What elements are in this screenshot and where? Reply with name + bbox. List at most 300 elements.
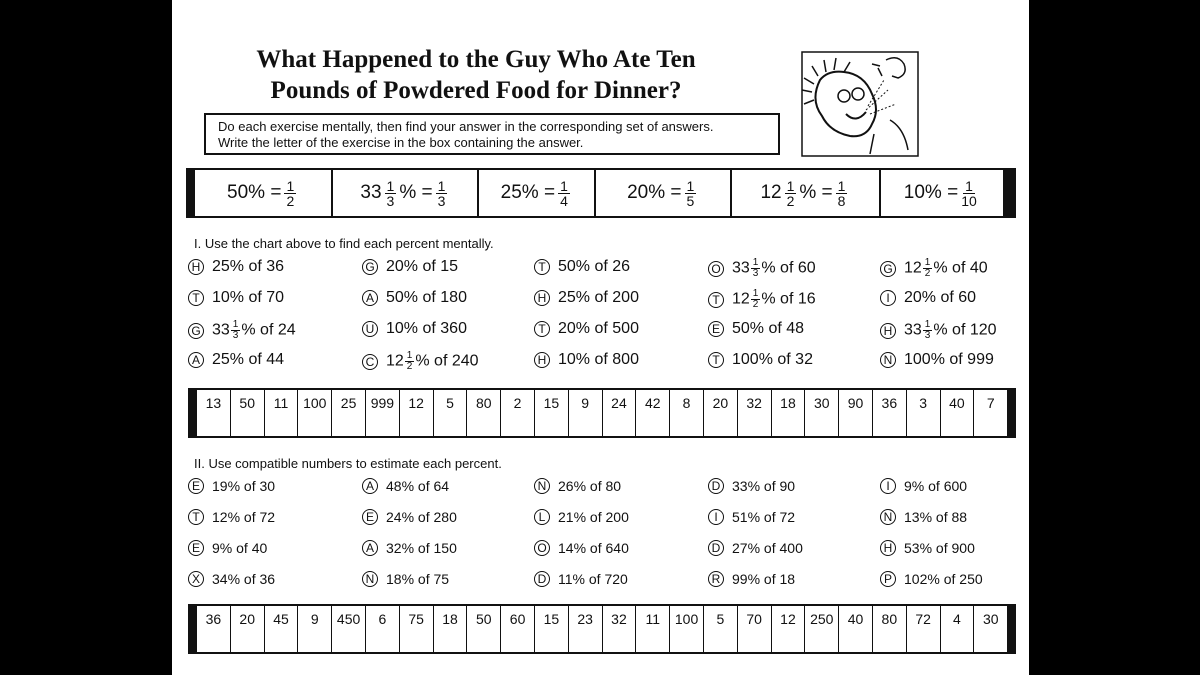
worksheet-page: [172, 0, 1029, 675]
exercise-letter-circle: H: [188, 259, 204, 275]
base-value: 200: [612, 289, 639, 306]
fraction-denominator: 5: [686, 192, 695, 209]
of-word: of: [414, 571, 434, 587]
answer-box: 36: [873, 390, 907, 436]
of-word: of: [418, 320, 441, 337]
fraction-numerator: 1: [437, 177, 446, 194]
fraction-denominator: 3: [924, 330, 931, 341]
percent-sign: %: [403, 258, 419, 275]
exercise-letter-circle: X: [188, 571, 204, 587]
fraction-numerator: 1: [786, 177, 795, 194]
exercise-letter-circle: A: [362, 478, 378, 494]
of-word: of: [418, 289, 441, 306]
percent-sign: %: [227, 478, 241, 494]
instructions-box: [204, 113, 780, 155]
fraction: [385, 179, 397, 208]
percent-value: 100: [904, 351, 931, 368]
base-value: 80: [605, 478, 622, 494]
base-value: 48: [786, 320, 805, 337]
base-value: 500: [612, 320, 639, 337]
exercise-text: [558, 509, 629, 525]
percent-value: 53: [904, 540, 920, 556]
percent-value: 20: [386, 258, 404, 275]
exercise-letter-circle: G: [880, 261, 896, 277]
base-value: 15: [440, 258, 459, 275]
of-word: of: [590, 289, 613, 306]
base-value: 36: [266, 258, 285, 275]
of-word: of: [760, 540, 780, 556]
exercise-letter-circle: N: [534, 478, 550, 494]
equivalence-cell: [479, 170, 596, 216]
base-value: 16: [797, 290, 816, 308]
of-word: of: [760, 571, 780, 587]
exercise-letter-circle: E: [188, 540, 204, 556]
exercise-letter-circle: L: [534, 509, 550, 525]
cartoon-illustration: [800, 50, 920, 158]
fraction-numerator: 1: [386, 177, 395, 194]
of-word: of: [590, 258, 613, 275]
of-word: of: [944, 351, 968, 368]
answer-box: 36: [197, 606, 231, 652]
answer-box: 80: [467, 390, 501, 436]
of-word: of: [939, 571, 960, 587]
percent-sign: %: [415, 352, 430, 370]
of-word: of: [775, 290, 798, 308]
exercise-item: [534, 351, 639, 369]
exercise-text: [732, 351, 813, 369]
percent-value: 20: [904, 289, 922, 306]
fraction: [785, 179, 797, 208]
answer-box: 11: [636, 606, 670, 652]
percent-sign: %: [747, 540, 761, 556]
exercise-text: [558, 478, 621, 494]
exercise-item: [534, 258, 630, 276]
of-word: of: [240, 571, 260, 587]
percent-sign: %: [761, 259, 776, 277]
base-value: 240: [451, 352, 479, 370]
answer-box: 72: [907, 606, 941, 652]
exercise-text: [212, 478, 275, 494]
answer-box: 15: [535, 606, 569, 652]
percent-sign: %: [229, 351, 245, 368]
exercise-item: [362, 509, 457, 525]
percent-sign: %: [575, 351, 591, 368]
percent-sign: %: [758, 351, 773, 368]
fraction-denominator: 3: [752, 268, 759, 279]
exercise-letter-circle: D: [534, 571, 550, 587]
exercise-letter-circle: A: [362, 540, 378, 556]
answer-box: 9: [569, 390, 603, 436]
percent-sign: %: [927, 571, 940, 587]
percent-value: 33: [732, 259, 750, 277]
percent-value: 51: [732, 509, 748, 525]
equivalence-cell: [195, 170, 333, 216]
answer-box: 4: [941, 606, 975, 652]
fraction-numerator: 1: [752, 288, 759, 299]
instructions-line-2: Write the letter of the exercise in the box containing the answer.: [218, 135, 584, 150]
fraction-numerator: 1: [686, 177, 695, 194]
of-word: of: [418, 258, 441, 275]
exercise-item: [708, 478, 795, 494]
exercise-text: [212, 540, 267, 556]
percent-value: 12: [732, 290, 750, 308]
section-2-heading: II. Use compatible numbers to estimate each percent.: [194, 456, 502, 471]
exercise-item: [534, 320, 639, 338]
exercise-text: [732, 540, 803, 556]
percent-sign: %: [919, 509, 933, 525]
fraction: [923, 320, 933, 341]
percent-sign: %: [747, 478, 761, 494]
answer-box: 2: [501, 390, 535, 436]
fraction-numerator: 1: [286, 177, 295, 194]
exercise-item: [362, 571, 449, 587]
base-value: 32: [795, 351, 813, 368]
fraction-numerator: 1: [837, 177, 846, 194]
percent-value: 100: [732, 351, 759, 368]
of-word: of: [947, 259, 970, 277]
of-word: of: [590, 351, 613, 368]
percent-sign: %: [403, 320, 419, 337]
base-value: 200: [605, 509, 629, 525]
equals-sign: =: [265, 182, 282, 203]
percent-value: 20: [558, 320, 576, 337]
exercise-item: [880, 351, 994, 369]
equals-sign: =: [538, 182, 556, 203]
percent-value: 50: [386, 289, 404, 306]
percent-whole: 33: [360, 182, 382, 203]
exercise-text: [732, 289, 816, 310]
of-word: of: [947, 321, 970, 339]
fraction-numerator: 1: [560, 177, 568, 194]
base-value: 24: [277, 321, 296, 339]
fraction-denominator: 3: [437, 192, 446, 209]
base-value: 40: [969, 259, 988, 277]
answer-box: 50: [231, 390, 265, 436]
base-value: 30: [259, 478, 276, 494]
fraction-denominator: 2: [406, 361, 413, 372]
fraction-numerator: 1: [924, 319, 931, 330]
equivalence-cell: [333, 170, 479, 216]
fraction-numerator: 1: [965, 177, 973, 194]
exercise-letter-circle: P: [880, 571, 896, 587]
exercise-item: [188, 320, 296, 341]
equivalence-cell: [732, 170, 880, 216]
exercise-text: [386, 478, 449, 494]
percent-sign: %: [921, 289, 937, 306]
of-word: of: [232, 540, 252, 556]
percent-value: 9: [904, 478, 912, 494]
exercise-text: [558, 351, 639, 369]
exercise-text: [904, 258, 988, 279]
base-value: 60: [958, 289, 977, 306]
instructions-line-1: Do each exercise mentally, then find your answer in the corresponding set of answers.: [218, 119, 714, 134]
percent-value: 13: [904, 509, 920, 525]
exercise-item: [708, 540, 803, 556]
percent-sign: %: [399, 182, 417, 203]
exercise-text: [386, 571, 449, 587]
percent-value: 14: [558, 540, 574, 556]
fraction-denominator: 2: [924, 268, 931, 279]
exercise-item: [880, 540, 975, 556]
answer-box: 20: [704, 390, 738, 436]
percent-value: 19: [212, 478, 228, 494]
exercise-text: [904, 509, 967, 525]
exercise-letter-circle: E: [708, 321, 724, 337]
exercise-item: [362, 320, 467, 338]
percent-value: 25: [558, 289, 576, 306]
exercise-letter-circle: O: [708, 261, 724, 277]
exercise-letter-circle: H: [534, 352, 550, 368]
exercise-item: [708, 320, 804, 338]
percent-sign: %: [924, 182, 942, 203]
percent-value: 50: [732, 320, 750, 337]
percent-fraction-chart: [186, 168, 1016, 218]
answer-box: 32: [603, 606, 637, 652]
base-value: 72: [259, 509, 276, 525]
exercise-item: [880, 289, 976, 307]
answer-box: 23: [569, 606, 603, 652]
equals-sign: =: [941, 182, 959, 203]
base-value: 720: [604, 571, 628, 587]
exercise-item: [188, 478, 275, 494]
of-word: of: [586, 509, 606, 525]
fraction-denominator: 2: [786, 192, 795, 209]
answer-box: 30: [805, 390, 839, 436]
of-word: of: [244, 258, 267, 275]
answer-box: 999: [366, 390, 400, 436]
percent-value: 27: [732, 540, 748, 556]
of-word: of: [772, 351, 796, 368]
percent-sign: %: [241, 321, 256, 339]
percent-value: 99: [732, 571, 748, 587]
answer-box: 15: [535, 390, 569, 436]
fraction: [836, 179, 848, 208]
exercise-text: [212, 509, 275, 525]
exercise-letter-circle: I: [708, 509, 724, 525]
percent-whole: 12: [760, 182, 782, 203]
exercise-text: [558, 571, 628, 587]
percent-sign: %: [573, 509, 587, 525]
exercise-letter-circle: H: [880, 323, 896, 339]
exercise-item: [534, 509, 629, 525]
equals-sign: =: [665, 182, 682, 203]
percent-sign: %: [761, 290, 776, 308]
fraction: [284, 179, 296, 208]
answer-box: 5: [434, 390, 468, 436]
answer-box: 24: [603, 390, 637, 436]
base-value: 280: [433, 509, 457, 525]
percent-value: 12: [386, 352, 404, 370]
percent-sign: %: [749, 320, 765, 337]
exercise-item: [708, 509, 795, 525]
of-word: of: [255, 321, 278, 339]
answer-box: 42: [636, 390, 670, 436]
base-value: 180: [440, 289, 467, 306]
exercise-letter-circle: A: [362, 290, 378, 306]
of-word: of: [585, 571, 605, 587]
answer-box: 13: [197, 390, 231, 436]
exercise-item: [880, 320, 997, 341]
exercise-text: [558, 320, 639, 338]
percent-sign: %: [575, 258, 591, 275]
percent-value: 12: [212, 509, 228, 525]
base-value: 800: [612, 351, 639, 368]
percent-value: 9: [212, 540, 220, 556]
answer-box: 11: [265, 390, 299, 436]
percent-value: 25: [212, 351, 230, 368]
answer-box: 18: [434, 606, 468, 652]
exercise-letter-circle: G: [362, 259, 378, 275]
percent-value: 26: [558, 478, 574, 494]
percent-value: 11: [558, 571, 573, 587]
answer-box: 12: [772, 606, 806, 652]
answer-box: 5: [704, 606, 738, 652]
percent-sign: %: [799, 182, 817, 203]
base-value: 900: [951, 540, 975, 556]
of-word: of: [932, 509, 952, 525]
exercise-item: [708, 351, 813, 369]
exercise-item: [708, 289, 816, 310]
base-value: 640: [605, 540, 629, 556]
base-value: 360: [440, 320, 467, 337]
worksheet-title: [196, 44, 756, 106]
percent-sign: %: [401, 571, 415, 587]
exercise-letter-circle: T: [534, 259, 550, 275]
exercise-text: [732, 478, 795, 494]
exercise-item: [188, 540, 267, 556]
exercise-text: [386, 509, 457, 525]
base-value: 250: [959, 571, 983, 587]
answer-box: 20: [231, 606, 265, 652]
exercise-text: [212, 289, 284, 307]
of-word: of: [760, 478, 780, 494]
fraction-denominator: 4: [560, 192, 568, 209]
exercise-letter-circle: C: [362, 354, 378, 370]
exercise-text: [386, 289, 467, 307]
base-value: 600: [943, 478, 968, 494]
exercise-item: [708, 571, 795, 587]
exercise-item: [880, 258, 988, 279]
fraction-denominator: 2: [752, 299, 759, 310]
fraction-numerator: 1: [924, 257, 931, 268]
exercise-item: [188, 509, 275, 525]
percent-sign: %: [229, 258, 245, 275]
fraction: [405, 351, 415, 372]
percent-sign: %: [747, 571, 761, 587]
percent-sign: %: [227, 571, 241, 587]
exercise-letter-circle: G: [188, 323, 204, 339]
of-word: of: [924, 478, 944, 494]
exercise-item: [880, 478, 967, 494]
answer-box: 40: [839, 606, 873, 652]
exercise-item: [188, 258, 284, 276]
exercise-text: [904, 478, 967, 494]
exercise-letter-circle: E: [188, 478, 204, 494]
percent-sign: %: [747, 509, 761, 525]
percent-sign: %: [521, 182, 539, 203]
percent-whole: 25: [500, 182, 522, 203]
base-value: 36: [259, 571, 276, 587]
exercise-item: [708, 258, 816, 279]
exercise-item: [362, 351, 479, 372]
exercise-item: [362, 540, 457, 556]
exercise-item: [880, 509, 967, 525]
exercise-letter-circle: T: [708, 292, 724, 308]
percent-value: 21: [558, 509, 574, 525]
fraction-denominator: 2: [286, 192, 295, 209]
exercise-text: [386, 258, 458, 276]
percent-sign: %: [573, 478, 587, 494]
exercise-item: [188, 571, 275, 587]
exercise-item: [534, 540, 629, 556]
answer-box: 70: [738, 606, 772, 652]
fraction: [751, 289, 761, 310]
base-value: 60: [797, 259, 816, 277]
percent-value: 48: [386, 478, 402, 494]
answer-box: 12: [400, 390, 434, 436]
answer-box: 7: [986, 395, 995, 411]
percent-sign: %: [575, 320, 591, 337]
exercise-item: [188, 289, 284, 307]
exercise-text: [732, 258, 816, 279]
base-value: 70: [266, 289, 285, 306]
exercise-item: [534, 571, 628, 587]
fraction-numerator: 1: [752, 257, 759, 268]
percent-value: 18: [386, 571, 402, 587]
answer-box: 90: [839, 390, 873, 436]
fraction-denominator: 8: [837, 192, 846, 209]
answer-box: 9: [298, 606, 332, 652]
fraction: [961, 179, 977, 208]
base-value: 26: [612, 258, 631, 275]
exercise-letter-circle: D: [708, 540, 724, 556]
exercise-text: [212, 258, 284, 276]
fraction-numerator: 1: [232, 319, 239, 330]
percent-value: 25: [212, 258, 230, 275]
exercise-item: [534, 478, 621, 494]
base-value: 88: [951, 509, 968, 525]
base-value: 44: [266, 351, 285, 368]
exercise-letter-circle: A: [188, 352, 204, 368]
answer-box: 32: [738, 390, 772, 436]
exercise-text: [212, 571, 275, 587]
percent-sign: %: [919, 540, 933, 556]
exercise-letter-circle: T: [534, 321, 550, 337]
percent-value: 50: [558, 258, 576, 275]
percent-value: 33: [212, 321, 230, 339]
percent-sign: %: [248, 182, 266, 203]
exercise-letter-circle: O: [534, 540, 550, 556]
exercise-text: [904, 289, 976, 307]
base-value: 999: [967, 351, 994, 368]
base-value: 150: [433, 540, 457, 556]
exercise-letter-circle: E: [362, 509, 378, 525]
of-word: of: [590, 320, 613, 337]
of-word: of: [240, 509, 260, 525]
of-word: of: [240, 478, 260, 494]
answer-box: 6: [366, 606, 400, 652]
exercise-text: [558, 258, 630, 276]
exercise-letter-circle: R: [708, 571, 724, 587]
base-value: 120: [969, 321, 997, 339]
percent-sign: %: [573, 540, 587, 556]
section-2-problems: [188, 478, 1018, 602]
exercise-item: [362, 258, 458, 276]
exercise-text: [386, 540, 457, 556]
exercise-item: [362, 289, 467, 307]
percent-sign: %: [401, 478, 415, 494]
answer-box: 60: [501, 606, 535, 652]
